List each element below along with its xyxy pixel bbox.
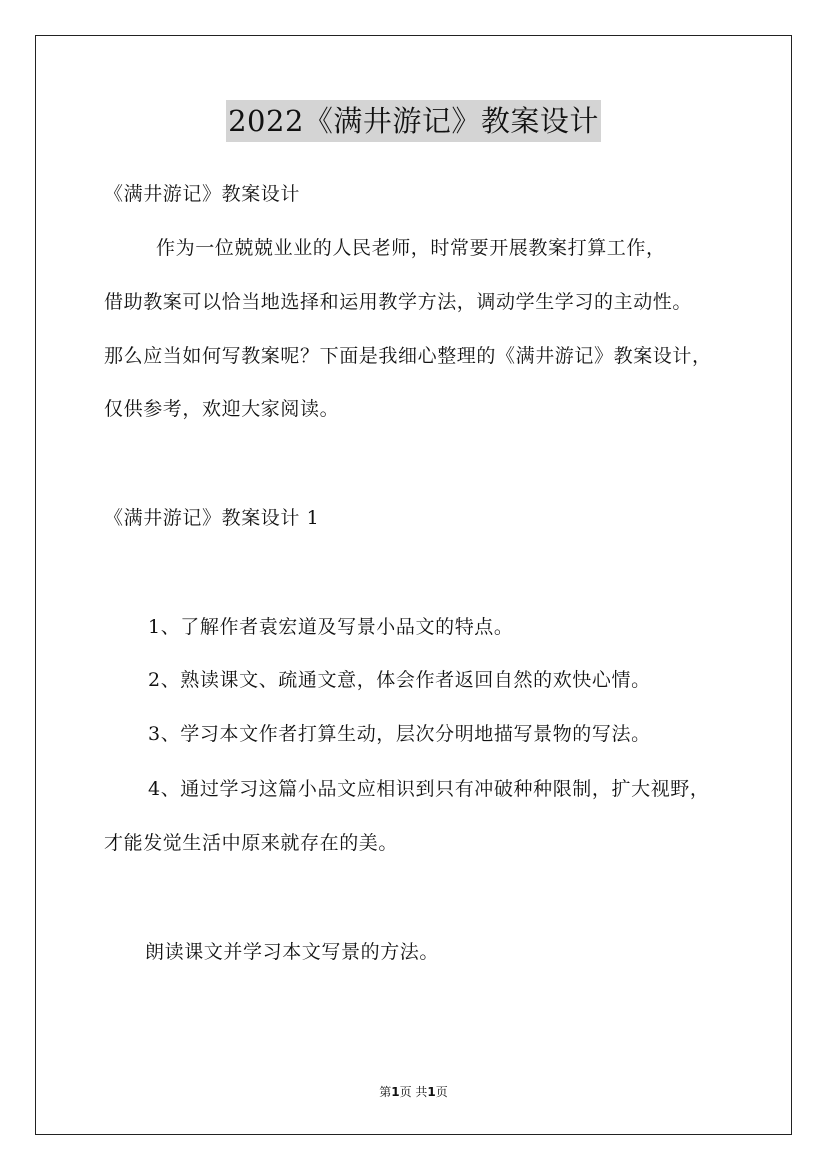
objective-3: 3、学习本文作者打算生动，层次分明地描写景物的写法。	[148, 723, 651, 745]
objective-2: 2、熟读课文、疏通文意，体会作者返回自然的欢快心情。	[148, 669, 651, 691]
intro-line-2: 借助教案可以恰当地选择和运用教学方法，调动学生学习的主动性。	[104, 291, 693, 313]
footer-total-pages: 1	[427, 1085, 436, 1099]
footer-middle: 页 共	[399, 1085, 428, 1099]
subtitle: 《满井游记》教案设计	[104, 183, 301, 205]
footer-suffix: 页	[435, 1085, 448, 1099]
objective-4: 4、通过学习这篇小品文应相识到只有冲破种种限制，扩大视野，	[148, 778, 710, 800]
footer-page-number: 1	[391, 1085, 400, 1099]
intro-line-4: 仅供参考，欢迎大家阅读。	[104, 398, 340, 420]
teaching-focus: 朗读课文并学习本文写景的方法。	[145, 941, 440, 963]
footer-prefix: 第	[379, 1085, 392, 1099]
objective-4-continued: 才能发觉生活中原来就存在的美。	[104, 832, 399, 854]
intro-line-1: 作为一位兢兢业业的人民老师，时常要开展教案打算工作，	[156, 237, 666, 259]
intro-line-3: 那么应当如何写教案呢？下面是我细心整理的《满井游记》教案设计，	[104, 345, 712, 367]
document-title	[0, 100, 827, 142]
section-heading: 《满井游记》教案设计 1	[104, 507, 320, 529]
page-footer	[0, 1084, 827, 1100]
objective-1: 1、了解作者袁宏道及写景小品文的特点。	[148, 616, 514, 638]
document-title-text: 2022《满井游记》教案设计	[226, 100, 601, 142]
